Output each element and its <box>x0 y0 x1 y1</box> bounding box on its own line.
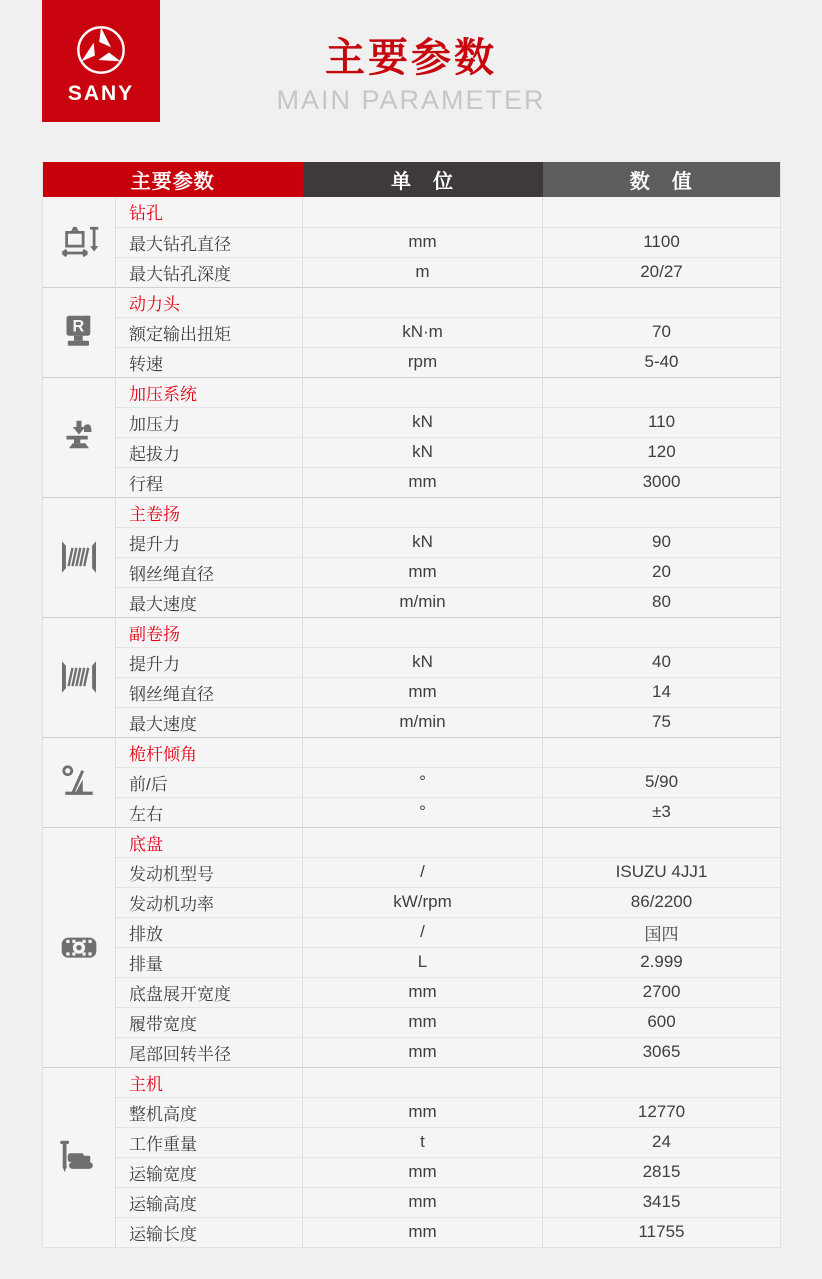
param-name-cell: 排量 <box>116 947 303 977</box>
empty-unit-cell <box>303 287 543 317</box>
param-name-cell: 底盘展开宽度 <box>116 977 303 1007</box>
param-name-cell: 尾部回转半径 <box>116 1037 303 1067</box>
page-header <box>0 36 822 116</box>
value-cell: 24 <box>543 1127 781 1157</box>
value-cell: 80 <box>543 587 781 617</box>
param-name-cell: 运输高度 <box>116 1187 303 1217</box>
value-cell: 12770 <box>543 1097 781 1127</box>
pressurize-system-icon <box>43 377 116 497</box>
param-name-cell: 最大钻孔深度 <box>116 257 303 287</box>
table-row <box>43 467 781 497</box>
section-title: 底盘 <box>116 827 303 857</box>
table-row <box>43 947 781 977</box>
table-row <box>43 1037 781 1067</box>
param-name-cell: 钢丝绳直径 <box>116 677 303 707</box>
param-name-cell: 整机高度 <box>116 1097 303 1127</box>
unit-cell: ° <box>303 797 543 827</box>
table-row <box>43 527 781 557</box>
main-winch-icon <box>43 497 116 617</box>
param-name-cell: 最大速度 <box>116 707 303 737</box>
value-cell: 1100 <box>543 227 781 257</box>
table-row <box>43 1127 781 1157</box>
table-row <box>43 677 781 707</box>
unit-cell: mm <box>303 1097 543 1127</box>
param-name-cell: 工作重量 <box>116 1127 303 1157</box>
value-cell: 11755 <box>543 1217 781 1247</box>
empty-unit-cell <box>303 197 543 227</box>
empty-value-cell <box>543 827 781 857</box>
empty-value-cell <box>543 737 781 767</box>
empty-unit-cell <box>303 497 543 527</box>
section-title-row <box>43 197 781 227</box>
param-name-cell: 发动机型号 <box>116 857 303 887</box>
unit-cell: mm <box>303 1037 543 1067</box>
empty-value-cell <box>543 197 781 227</box>
table-row <box>43 587 781 617</box>
unit-cell: / <box>303 857 543 887</box>
value-cell: 3000 <box>543 467 781 497</box>
spec-table <box>42 162 781 1248</box>
table-row <box>43 857 781 887</box>
unit-cell: mm <box>303 1007 543 1037</box>
value-cell: 3065 <box>543 1037 781 1067</box>
table-row <box>43 977 781 1007</box>
table-row <box>43 707 781 737</box>
section-title: 桅杆倾角 <box>116 737 303 767</box>
unit-cell: L <box>303 947 543 977</box>
param-name-cell: 提升力 <box>116 527 303 557</box>
power-head-icon <box>43 287 116 377</box>
unit-cell: mm <box>303 677 543 707</box>
page-title: 主要参数 <box>325 36 497 80</box>
empty-unit-cell <box>303 377 543 407</box>
value-cell: 5-40 <box>543 347 781 377</box>
section-title-row <box>43 617 781 647</box>
param-name-cell: 起拔力 <box>116 437 303 467</box>
param-name-cell: 最大速度 <box>116 587 303 617</box>
value-cell: 14 <box>543 677 781 707</box>
value-cell: 86/2200 <box>543 887 781 917</box>
unit-cell: kN <box>303 407 543 437</box>
table-row <box>43 1007 781 1037</box>
mast-angle-icon <box>43 737 116 827</box>
param-name-cell: 前/后 <box>116 767 303 797</box>
param-name-cell: 钢丝绳直径 <box>116 557 303 587</box>
section-title-row <box>43 737 781 767</box>
unit-cell: kW/rpm <box>303 887 543 917</box>
unit-cell: t <box>303 1127 543 1157</box>
empty-unit-cell <box>303 737 543 767</box>
param-name-cell: 额定输出扭矩 <box>116 317 303 347</box>
table-row <box>43 1157 781 1187</box>
unit-cell: m/min <box>303 707 543 737</box>
unit-cell: mm <box>303 467 543 497</box>
unit-cell: rpm <box>303 347 543 377</box>
empty-unit-cell <box>303 617 543 647</box>
empty-value-cell <box>543 287 781 317</box>
param-name-cell: 提升力 <box>116 647 303 677</box>
unit-cell: mm <box>303 1157 543 1187</box>
table-row <box>43 1217 781 1247</box>
value-cell: 20 <box>543 557 781 587</box>
table-row <box>43 317 781 347</box>
sany-logo-text: SANY <box>67 81 135 105</box>
param-name-cell: 发动机功率 <box>116 887 303 917</box>
aux-winch-icon <box>43 617 116 737</box>
section-title: 加压系统 <box>116 377 303 407</box>
value-cell: 3415 <box>543 1187 781 1217</box>
empty-value-cell <box>543 497 781 527</box>
unit-cell: mm <box>303 1217 543 1247</box>
param-name-cell: 运输宽度 <box>116 1157 303 1187</box>
drill-hole-icon <box>43 197 116 287</box>
section-title-row <box>43 497 781 527</box>
param-name-cell: 履带宽度 <box>116 1007 303 1037</box>
value-cell: 2700 <box>543 977 781 1007</box>
table-row <box>43 227 781 257</box>
empty-unit-cell <box>303 827 543 857</box>
unit-cell: kN <box>303 437 543 467</box>
unit-cell: kN <box>303 647 543 677</box>
value-cell: 120 <box>543 437 781 467</box>
param-name-cell: 行程 <box>116 467 303 497</box>
table-header-row <box>43 162 781 197</box>
table-row <box>43 407 781 437</box>
section-title: 主卷扬 <box>116 497 303 527</box>
value-cell: 75 <box>543 707 781 737</box>
unit-cell: ° <box>303 767 543 797</box>
rig-machine-icon <box>43 1067 116 1247</box>
table-row <box>43 257 781 287</box>
param-name-cell: 排放 <box>116 917 303 947</box>
col-header-value: 数 值 <box>543 162 781 197</box>
table-row <box>43 557 781 587</box>
empty-unit-cell <box>303 1067 543 1097</box>
unit-cell: mm <box>303 1187 543 1217</box>
unit-cell: kN <box>303 527 543 557</box>
param-name-cell: 左右 <box>116 797 303 827</box>
section-title-row <box>43 827 781 857</box>
col-header-parameter: 主要参数 <box>43 162 303 197</box>
unit-cell: m <box>303 257 543 287</box>
unit-cell: m/min <box>303 587 543 617</box>
table-row <box>43 917 781 947</box>
unit-cell: mm <box>303 227 543 257</box>
value-cell: 2.999 <box>543 947 781 977</box>
table-row <box>43 437 781 467</box>
value-cell: 90 <box>543 527 781 557</box>
svg-text:R: R <box>72 317 85 336</box>
value-cell: 国四 <box>543 917 781 947</box>
value-cell: ±3 <box>543 797 781 827</box>
empty-value-cell <box>543 377 781 407</box>
value-cell: 5/90 <box>543 767 781 797</box>
section-title: 动力头 <box>116 287 303 317</box>
param-name-cell: 最大钻孔直径 <box>116 227 303 257</box>
unit-cell: mm <box>303 977 543 1007</box>
value-cell: 20/27 <box>543 257 781 287</box>
section-title-row <box>43 377 781 407</box>
unit-cell: mm <box>303 557 543 587</box>
param-name-cell: 运输长度 <box>116 1217 303 1247</box>
value-cell: 600 <box>543 1007 781 1037</box>
value-cell: 70 <box>543 317 781 347</box>
value-cell: 110 <box>543 407 781 437</box>
table-row <box>43 1097 781 1127</box>
empty-value-cell <box>543 617 781 647</box>
value-cell: 40 <box>543 647 781 677</box>
table-row <box>43 347 781 377</box>
param-name-cell: 加压力 <box>116 407 303 437</box>
crawler-chassis-icon <box>43 827 116 1067</box>
section-title: 副卷扬 <box>116 617 303 647</box>
table-row <box>43 647 781 677</box>
section-title: 主机 <box>116 1067 303 1097</box>
col-header-unit: 单 位 <box>303 162 543 197</box>
table-row <box>43 887 781 917</box>
value-cell: 2815 <box>543 1157 781 1187</box>
section-title-row <box>43 1067 781 1097</box>
page-subtitle: MAIN PARAMETER <box>276 85 546 115</box>
section-title: 钻孔 <box>116 197 303 227</box>
empty-value-cell <box>543 1067 781 1097</box>
param-name-cell: 转速 <box>116 347 303 377</box>
value-cell: ISUZU 4JJ1 <box>543 857 781 887</box>
table-row <box>43 797 781 827</box>
unit-cell: kN·m <box>303 317 543 347</box>
section-title-row <box>43 287 781 317</box>
unit-cell: / <box>303 917 543 947</box>
table-row <box>43 767 781 797</box>
table-row <box>43 1187 781 1217</box>
